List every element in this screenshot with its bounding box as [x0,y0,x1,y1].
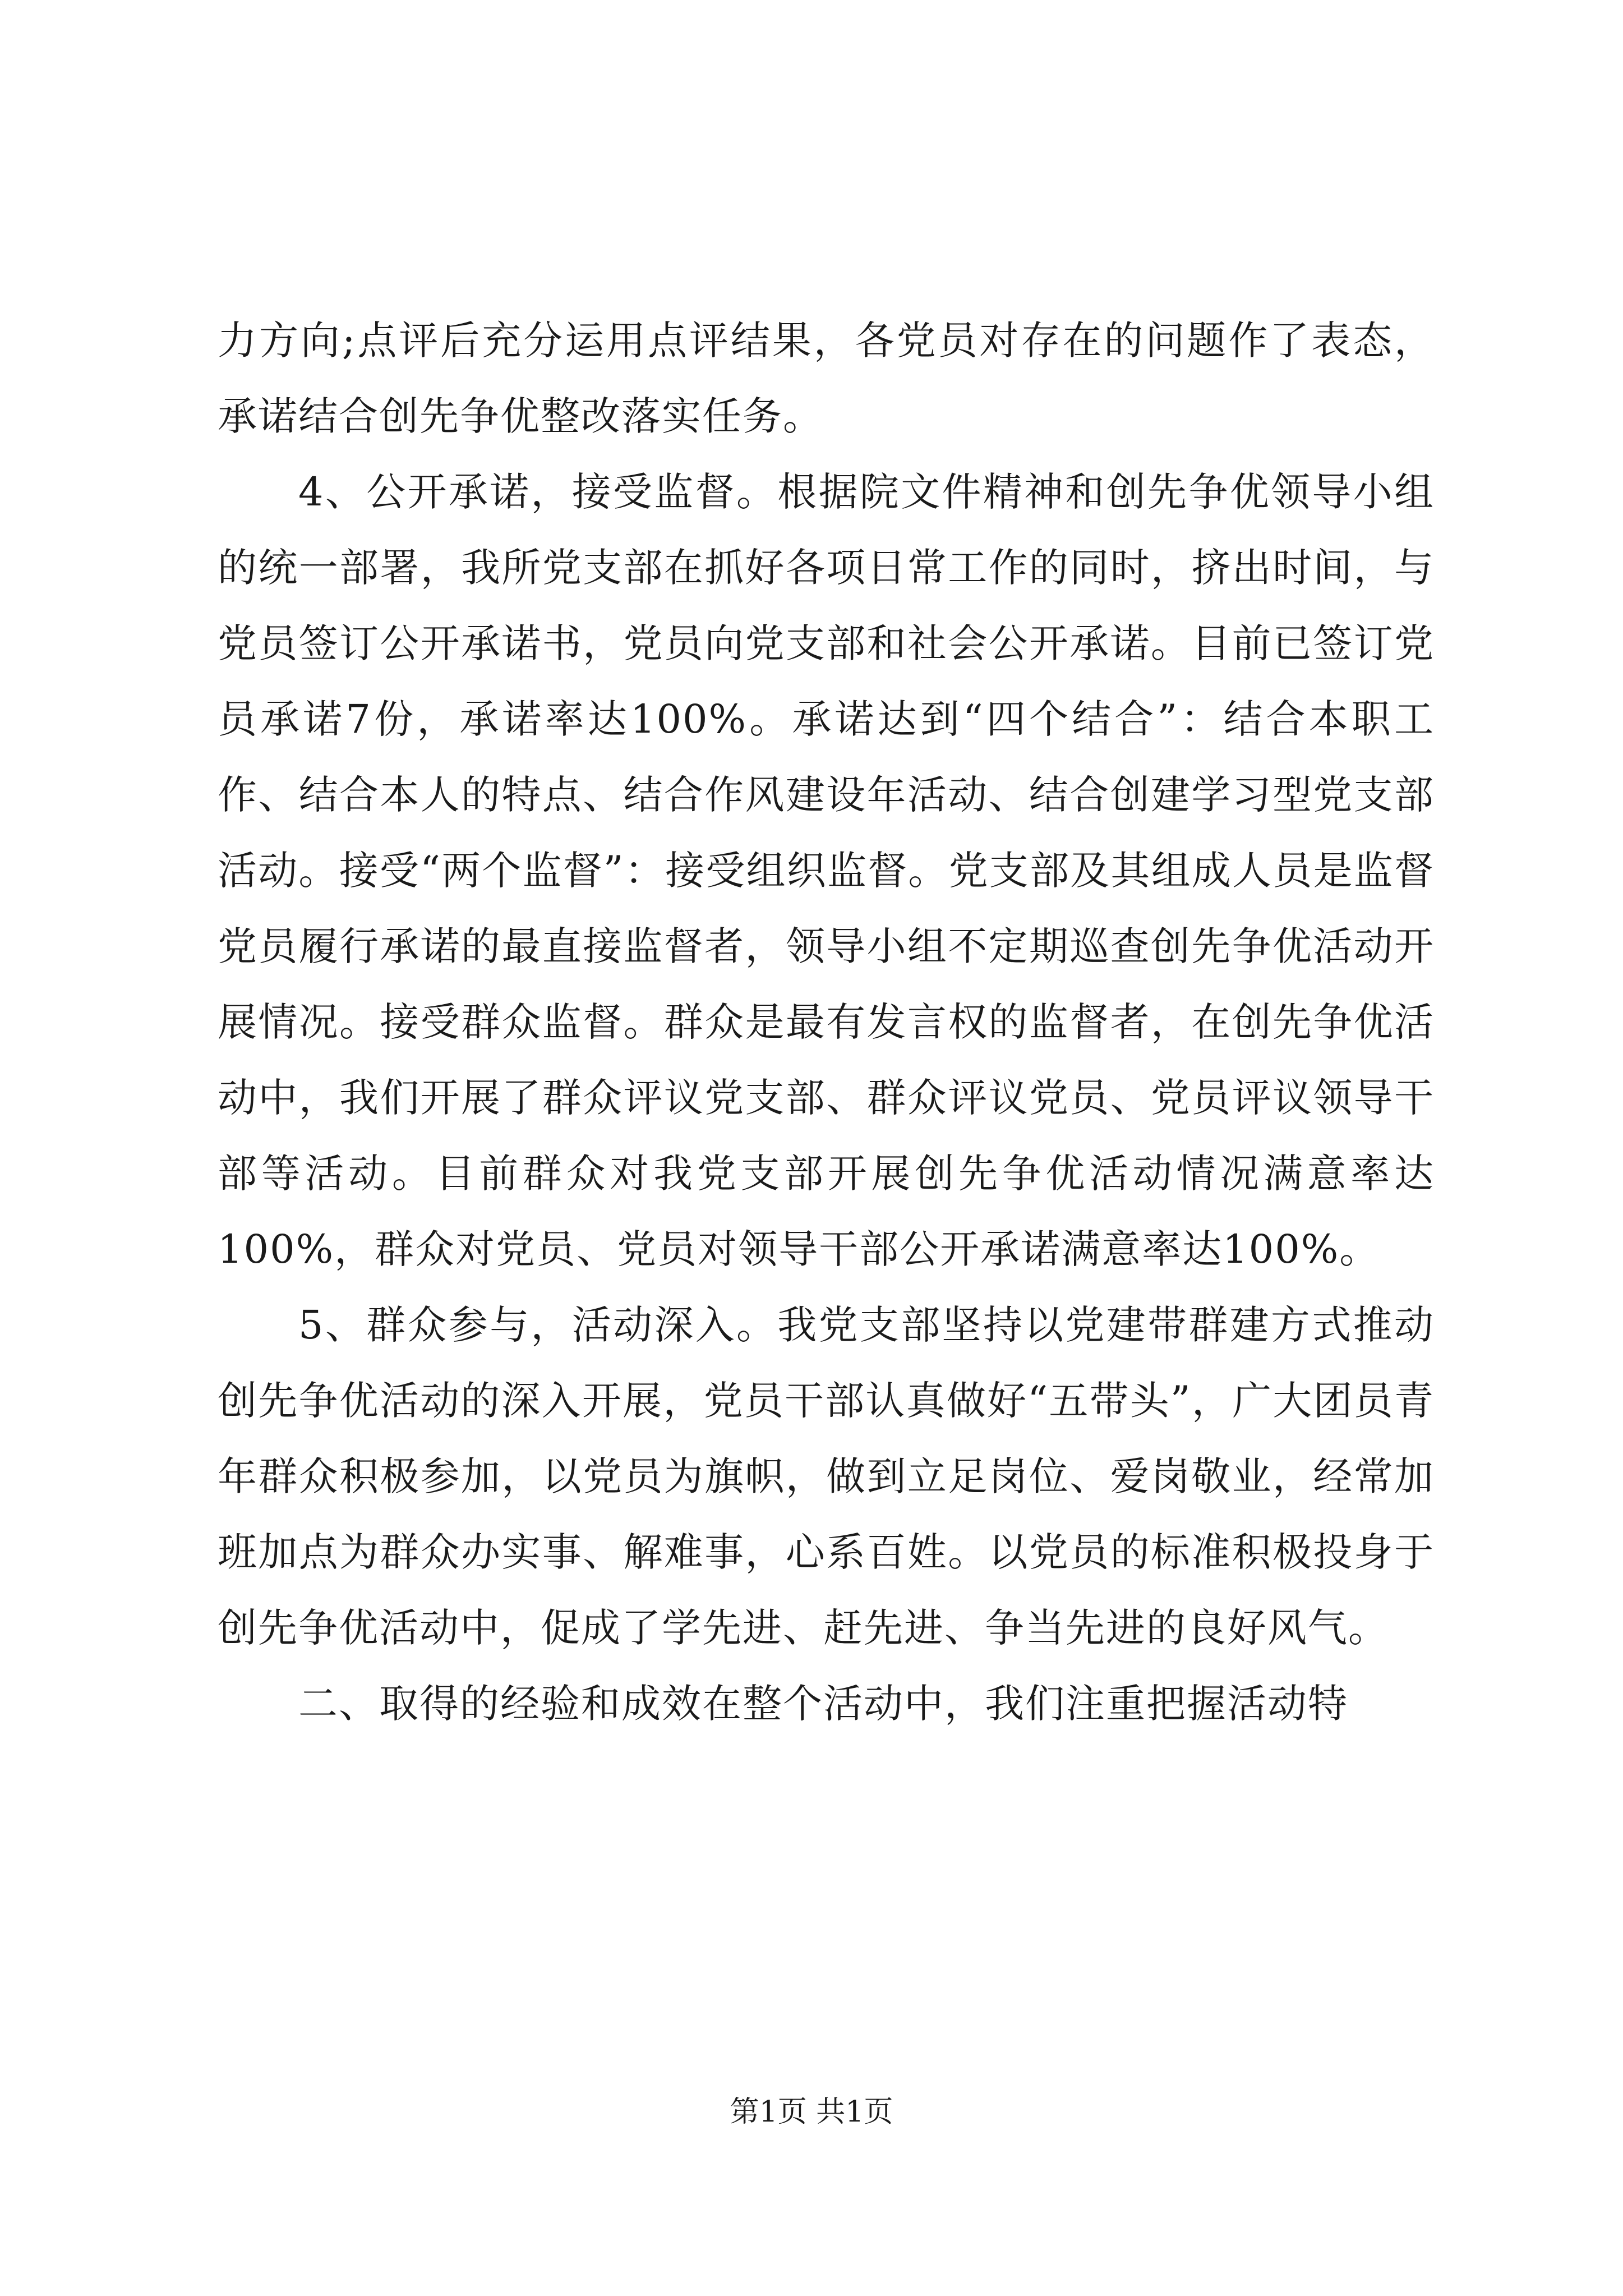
paragraph-1: 力方向;点评后充分运用点评结果，各党员对存在的问题作了表态，承诺结合创先争优整改落实任务。 [218,318,1435,439]
document-body [218,303,1435,1742]
page-footer: 第1页 共1页 [730,2095,893,2129]
paragraph-2: 4、公开承诺，接受监督。根据院文件精神和创先争优领导小组的统一部署，我所党支部在抓好各项日常工作的同时，挤出时间，与党员签订公开承诺书，党员向党支部和社会公开承诺。目前已签订党员承诺7份，承诺率达100%。承诺达到“四个结合”：结合本职工作、结合本人的特点、结合作风建设年活动、结合创建学习型党支部活动。接受“两个监督”：接受组织监督。党支部及其组成人员是监督党员履行承诺的最直接监督者，领导小组不定期巡查创先争优活动开展情况。接受群众监督。群众是最有发言权的监督者，在创先争优活动中，我们开展了群众评议党支部、群众评议党员、党员评议领导干部等活动。目前群众对我党支部开展创先争优活动情况满意率达100%，群众对党员、党员对领导干部公开承诺满意率达100%。 [218,469,1435,1272]
paragraph-4: 二、取得的经验和成效在整个活动中，我们注重把握活动特 [298,1681,1348,1727]
paragraph-3: 5、群众参与，活动深入。我党支部坚持以党建带群建方式推动创先争优活动的深入开展，党员干部认真做好“五带头”，广大团员青年群众积极参加，以党员为旗帜，做到立足岗位、爱岗敬业，经常加班加点为群众办实事、解难事，心系百姓。以党员的标准积极投身于创先争优活动中，促成了学先进、赶先进、争当先进的良好风气。 [218,1302,1435,1651]
